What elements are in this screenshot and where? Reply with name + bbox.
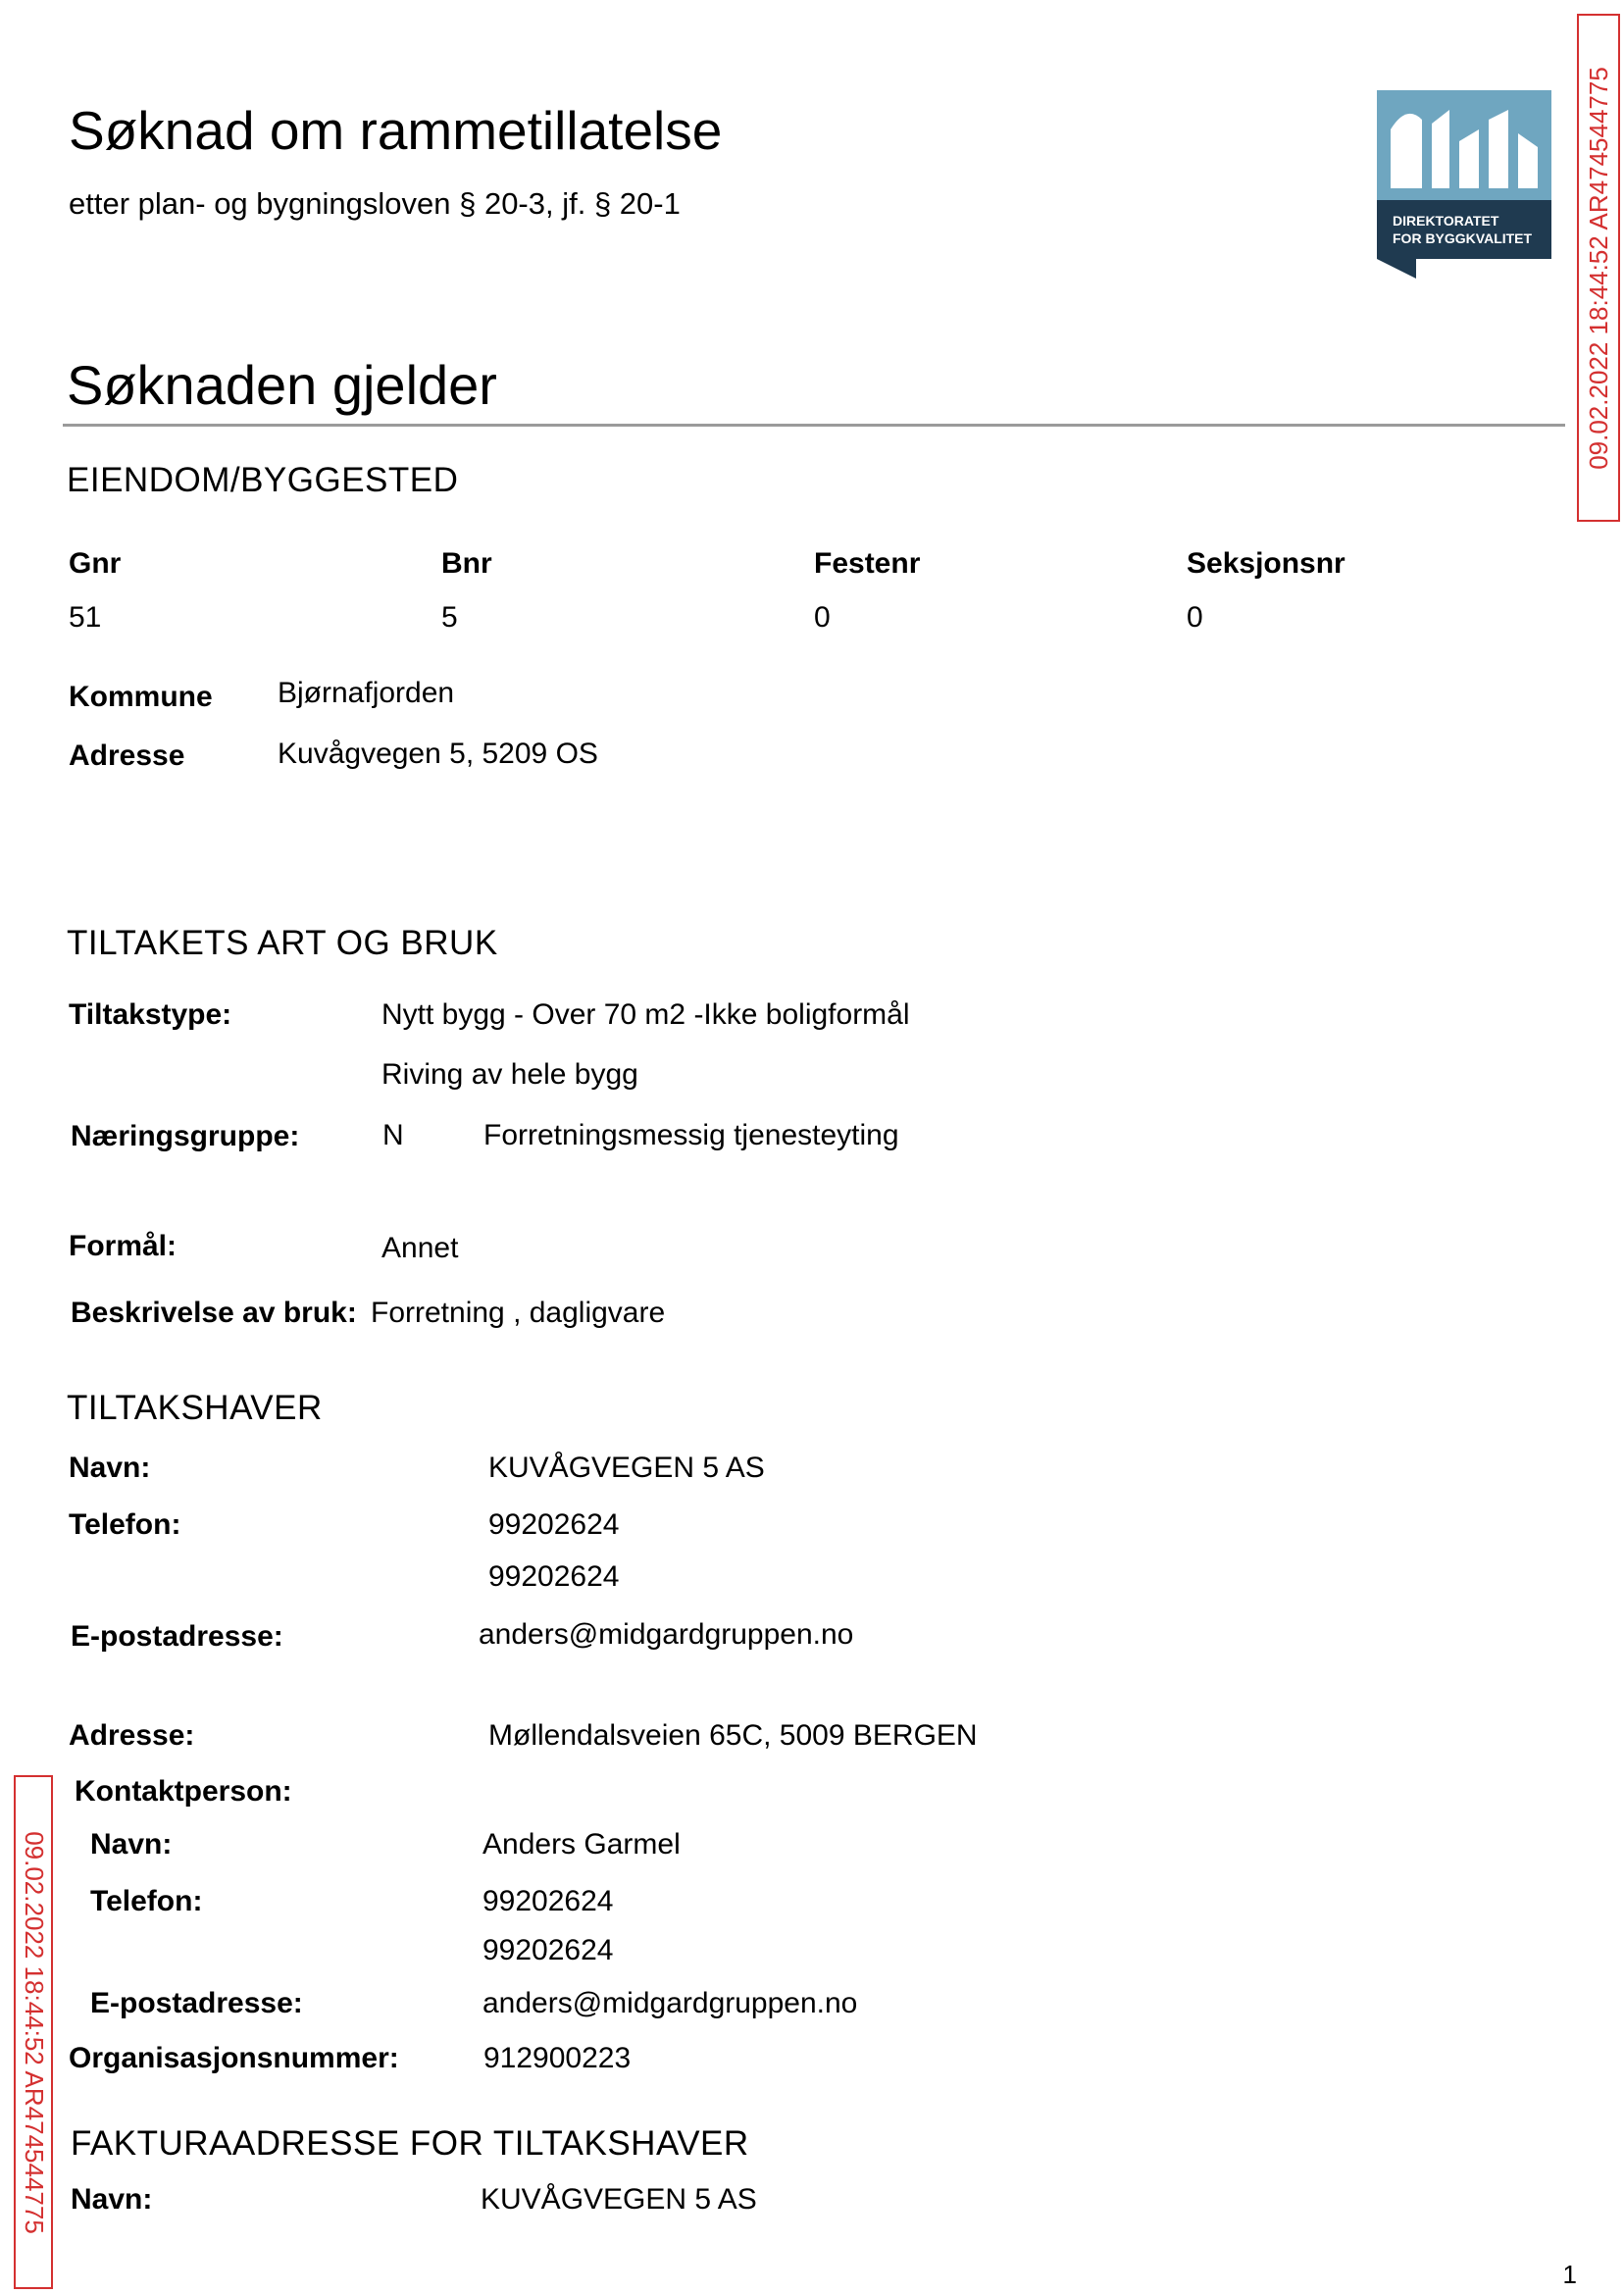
kontaktperson-epost-label: E-postadresse: — [90, 1987, 303, 2019]
kontaktperson-telefon-value-2: 99202624 — [482, 1934, 614, 1966]
kontaktperson-label: Kontaktperson: — [75, 1775, 292, 1808]
eiendom-heading: EIENDOM/BYGGESTED — [67, 461, 459, 499]
receipt-stamp-left — [14, 1775, 53, 2289]
tiltakshaver-adresse-value: Møllendalsveien 65C, 5009 BERGEN — [488, 1719, 978, 1752]
naeringsgruppe-code: N — [382, 1119, 404, 1151]
festenr-label: Festenr — [814, 547, 921, 580]
dibk-logo — [1377, 90, 1551, 279]
gnr-label: Gnr — [69, 547, 122, 580]
tiltakshaver-telefon-value-1: 99202624 — [488, 1508, 620, 1541]
naeringsgruppe-value: Forretningsmessig tjenesteyting — [483, 1119, 899, 1151]
tiltak-heading: TILTAKETS ART OG BRUK — [67, 924, 498, 962]
gnr-value: 51 — [69, 601, 102, 634]
document-subtitle: etter plan- og bygningsloven § 20-3, jf. § 20-1 — [69, 186, 681, 221]
bnr-label: Bnr — [441, 547, 492, 580]
tiltakstype-value-2: Riving av hele bygg — [381, 1058, 638, 1091]
tiltakshaver-navn-label: Navn: — [69, 1452, 151, 1484]
section-heading: Søknaden gjelder — [67, 354, 497, 416]
orgnr-value: 912900223 — [483, 2042, 632, 2074]
document-title: Søknad om rammetillatelse — [69, 100, 723, 161]
logo-text-line1: DIREKTORATET — [1393, 213, 1499, 229]
kommune-label: Kommune — [69, 681, 213, 713]
tiltakshaver-telefon-label: Telefon: — [69, 1508, 181, 1541]
seksjonsnr-label: Seksjonsnr — [1187, 547, 1345, 580]
kommune-value: Bjørnafjorden — [278, 677, 455, 709]
tiltakshaver-adresse-label: Adresse: — [69, 1719, 195, 1752]
orgnr-label: Organisasjonsnummer: — [69, 2042, 399, 2074]
seksjonsnr-value: 0 — [1187, 601, 1203, 634]
page-number: 1 — [1562, 2260, 1577, 2289]
formal-label: Formål: — [69, 1230, 178, 1262]
kontaktperson-navn-value: Anders Garmel — [482, 1828, 681, 1861]
tiltakshaver-epost-label: E-postadresse: — [71, 1620, 283, 1653]
faktura-navn-label: Navn: — [71, 2183, 153, 2216]
kontaktperson-telefon-value-1: 99202624 — [482, 1885, 614, 1917]
tiltakshaver-telefon-value-2: 99202624 — [488, 1560, 620, 1593]
tiltakshaver-navn-value: KUVÅGVEGEN 5 AS — [488, 1452, 765, 1484]
dibk-logo-icon — [1377, 90, 1551, 279]
faktura-heading: FAKTURAADRESSE FOR TILTAKSHAVER — [71, 2124, 749, 2163]
receipt-stamp-top — [1577, 14, 1620, 522]
formal-value: Annet — [381, 1232, 459, 1264]
receipt-stamp-text: 09.02.2022 18:44:52 AR474544775 — [1583, 66, 1613, 470]
naeringsgruppe-label: Næringsgruppe: — [71, 1120, 300, 1152]
beskrivelse-label: Beskrivelse av bruk: — [71, 1297, 357, 1329]
kontaktperson-navn-label: Navn: — [90, 1828, 173, 1861]
adresse-label: Adresse — [69, 739, 185, 772]
tiltakstype-value-1: Nytt bygg - Over 70 m2 -Ikke boligformål — [381, 998, 910, 1031]
faktura-navn-value: KUVÅGVEGEN 5 AS — [481, 2183, 757, 2216]
bnr-value: 5 — [441, 601, 458, 634]
kontaktperson-telefon-label: Telefon: — [90, 1885, 203, 1917]
tiltakshaver-heading: TILTAKSHAVER — [67, 1389, 323, 1427]
adresse-value: Kuvågvegen 5, 5209 OS — [278, 738, 598, 770]
section-divider — [63, 424, 1565, 427]
kontaktperson-epost-value: anders@midgardgruppen.no — [482, 1987, 858, 2019]
tiltakstype-label: Tiltakstype: — [69, 998, 232, 1031]
festenr-value: 0 — [814, 601, 831, 634]
receipt-stamp-text: 09.02.2022 18:44:52 AR474544775 — [19, 1830, 49, 2234]
logo-text-line2: FOR BYGGKVALITET — [1393, 230, 1533, 246]
beskrivelse-value: Forretning , dagligvare — [371, 1297, 666, 1329]
tiltakshaver-epost-value: anders@midgardgruppen.no — [479, 1618, 854, 1651]
